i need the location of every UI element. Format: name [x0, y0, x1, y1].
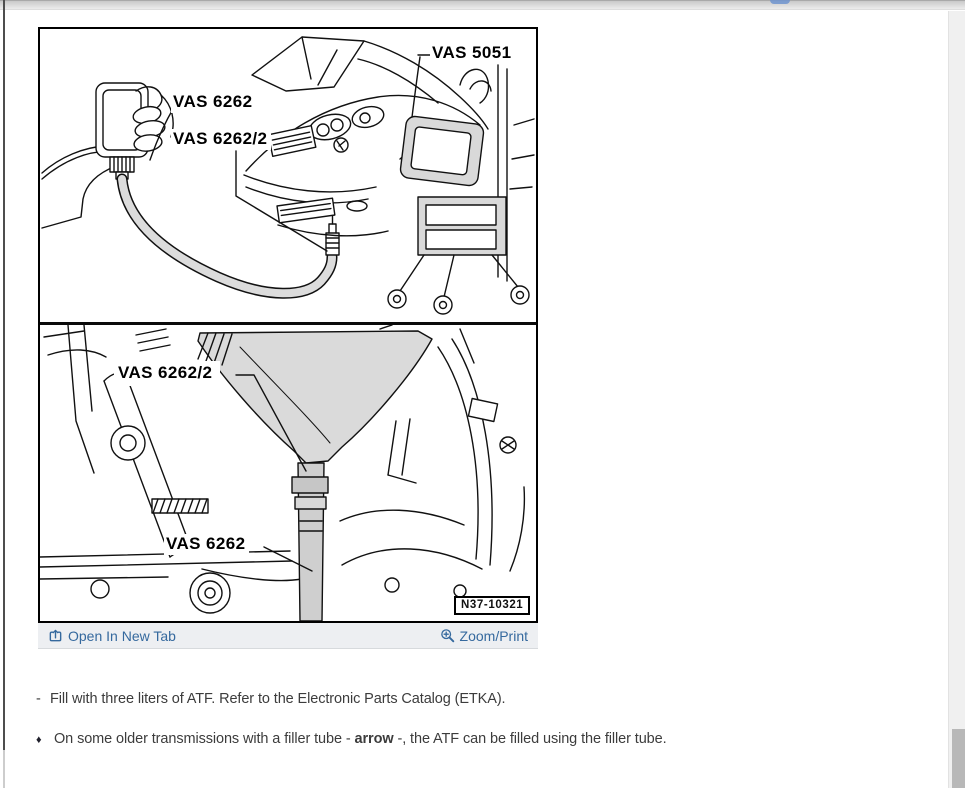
left-page-border: [3, 0, 5, 750]
partial-toolbar-icon: [770, 0, 790, 4]
technical-figure: [38, 27, 538, 623]
label-vas-6262-2-bottom: VAS 6262/2: [114, 361, 220, 386]
vertical-scrollbar-thumb[interactable]: [952, 729, 965, 788]
label-vas-6262-2: VAS 6262/2: [171, 129, 271, 150]
diamond-bullet: ♦: [36, 734, 42, 746]
note-line: [36, 731, 916, 747]
instruction-line: [36, 691, 916, 707]
magnifier-plus-icon: [440, 628, 455, 643]
open-in-new-tab-icon: [48, 628, 63, 643]
figure-reference-number: N37-10321: [454, 596, 530, 615]
left-page-border-end: [3, 750, 5, 788]
engine-bay-illustration: [40, 29, 536, 322]
open-in-new-tab-link[interactable]: [48, 628, 176, 643]
figure-panel-engine-bay: [40, 29, 536, 322]
figure-toolbar: [38, 623, 538, 649]
figure-panel-underbody: [40, 325, 536, 621]
label-vas-5051: VAS 5051: [430, 43, 515, 64]
label-vas-6262-bottom: VAS 6262: [164, 534, 249, 555]
browser-top-bar: [0, 0, 965, 10]
label-vas-6262: VAS 6262: [171, 92, 256, 113]
zoom-print-link[interactable]: [440, 628, 528, 643]
dash-marker: -: [36, 691, 41, 707]
zoom-print-label: Zoom/Print: [459, 627, 528, 644]
open-in-new-tab-label: Open In New Tab: [68, 627, 176, 644]
note-text: On some older transmissions with a filler tube - arrow -, the ATF can be filled using the filler tube.: [54, 731, 667, 747]
vertical-scrollbar-track[interactable]: [948, 11, 965, 788]
instruction-text: Fill with three liters of ATF. Refer to the Electronic Parts Catalog (ETKA).: [50, 691, 506, 707]
